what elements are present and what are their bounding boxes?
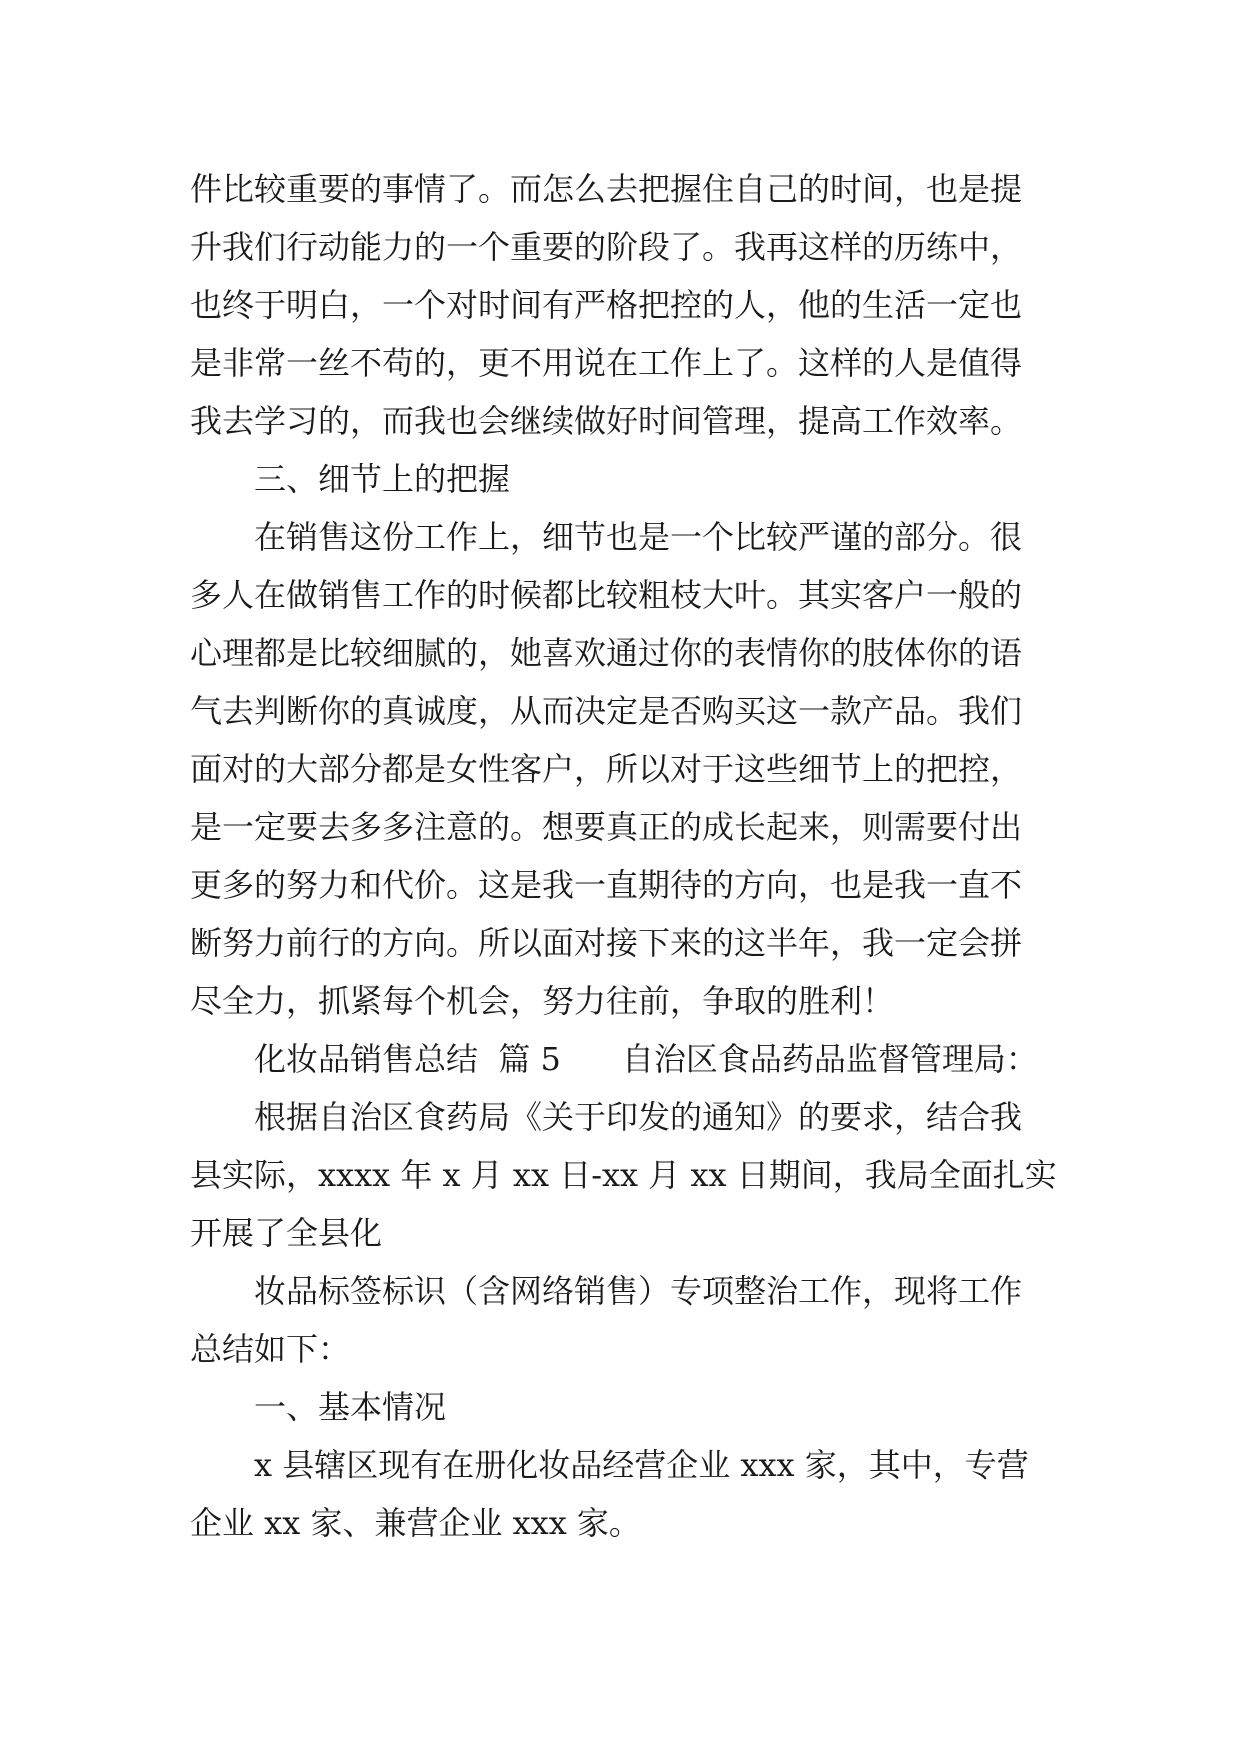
text-line: 面对的大部分都是女性客户，所以对于这些细节上的把控， — [190, 750, 1023, 788]
text-line: 尽全力，抓紧每个机会，努力往前，争取的胜利！ — [190, 982, 895, 1020]
text-line: 开展了全县化 — [190, 1214, 383, 1252]
text-line: x 县辖区现有在册化妆品经营企业 xxx 家，其中，专营 — [254, 1446, 1029, 1484]
text-line: 升我们行动能力的一个重要的阶段了。我再这样的历练中， — [190, 228, 1023, 266]
text-line: 也终于明白，一个对时间有严格把控的人，他的生活一定也 — [190, 286, 1023, 324]
text-line: 妆品标签标识（含网络销售）专项整治工作，现将工作 — [254, 1272, 1023, 1310]
text-line: 件比较重要的事情了。而怎么去把握住自己的时间，也是提 — [190, 170, 1023, 208]
text-line: 总结如下： — [190, 1330, 351, 1368]
document-body — [190, 160, 1057, 1552]
text-line: 我去学习的，而我也会继续做好时间管理，提高工作效率。 — [190, 402, 1023, 440]
text-line: 断努力前行的方向。所以面对接下来的这半年，我一定会拼 — [190, 924, 1023, 962]
text-line: 根据自治区食药局《关于印发的通知》的要求，结合我 — [254, 1098, 1023, 1136]
section-heading: 一、基本情况 — [254, 1388, 447, 1426]
text-line: 在销售这份工作上，细节也是一个比较严谨的部分。很 — [254, 518, 1023, 556]
text-line: 是一定要去多多注意的。想要真正的成长起来，则需要付出 — [190, 808, 1023, 846]
section-title: 化妆品销售总结 篇 5 自治区食品药品监督管理局： — [254, 1040, 1038, 1078]
text-line: 更多的努力和代价。这是我一直期待的方向，也是我一直不 — [190, 866, 1023, 904]
text-line: 气去判断你的真诚度，从而决定是否购买这一款产品。我们 — [190, 692, 1023, 730]
text-line: 心理都是比较细腻的，她喜欢通过你的表情你的肢体你的语 — [190, 634, 1023, 672]
text-line: 县实际，xxxx 年 x 月 xx 日-xx 月 xx 日期间，我局全面扎实 — [190, 1156, 1057, 1194]
text-line: 多人在做销售工作的时候都比较粗枝大叶。其实客户一般的 — [190, 576, 1023, 614]
text-line: 企业 xx 家、兼营企业 xxx 家。 — [190, 1504, 641, 1542]
section-heading: 三、细节上的把握 — [254, 460, 511, 498]
text-line: 是非常一丝不苟的，更不用说在工作上了。这样的人是值得 — [190, 344, 1023, 382]
